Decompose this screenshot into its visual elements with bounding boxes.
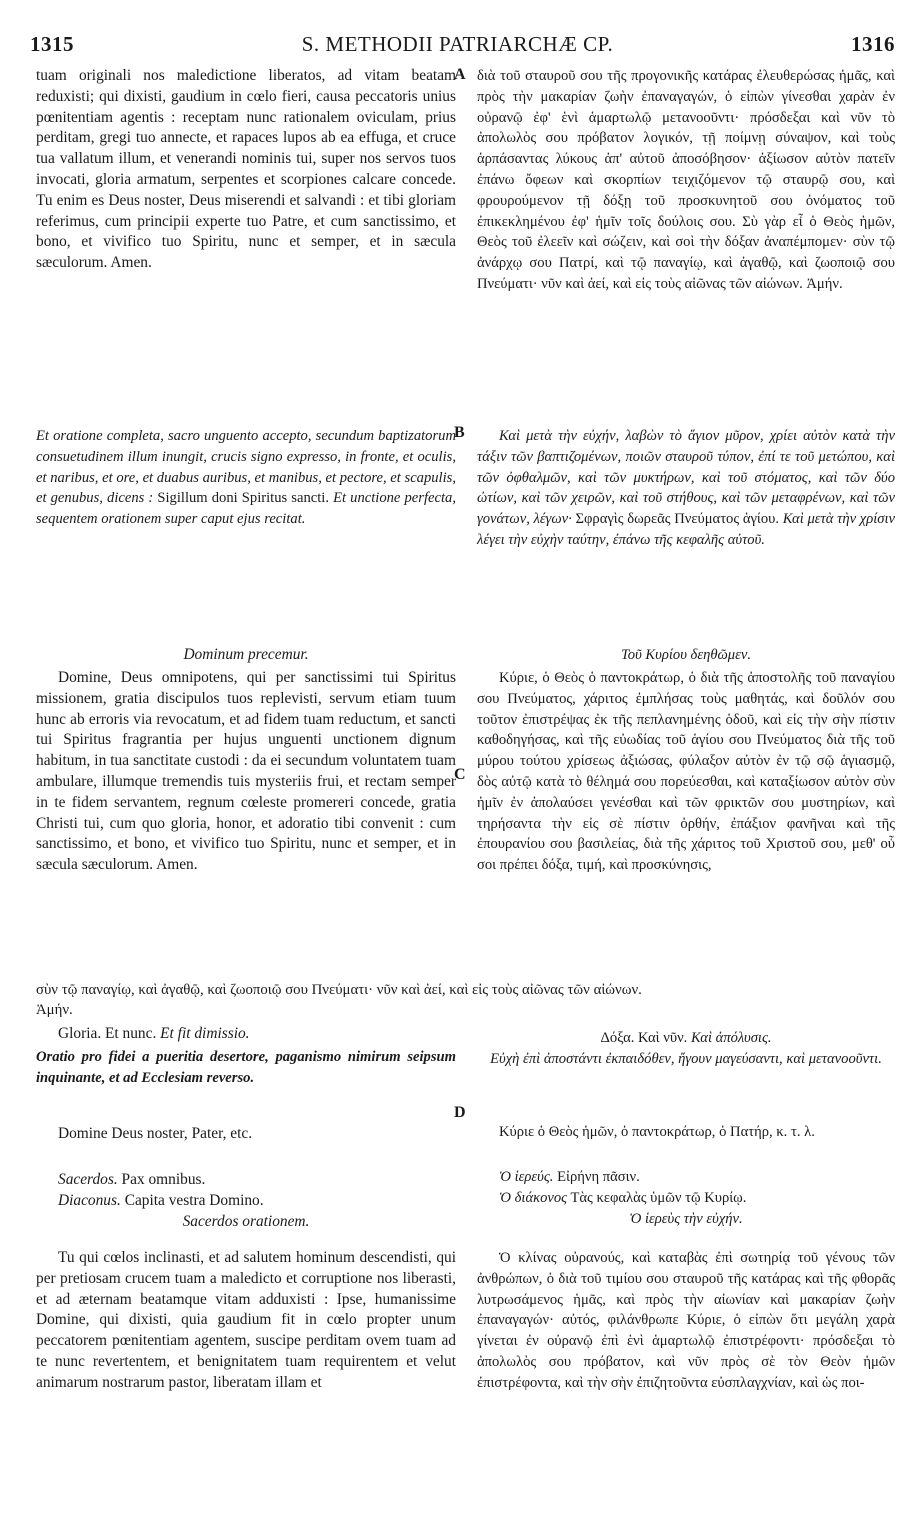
greek-paragraph-2-block: [477, 668, 895, 876]
greek-doxa-a: Δόξα. Καὶ νῦν.: [600, 1030, 691, 1046]
latin-dialogue-block: [36, 1170, 456, 1232]
latin-domine-line: Domine Deus noster, Pater, etc.: [58, 1125, 253, 1142]
latin-sacerdos-text: Pax omnibus.: [117, 1171, 206, 1188]
greek-hiereus-euche: Ὁ ἱερεὺς τὴν εὐχήν.: [629, 1210, 743, 1227]
latin-gloria-block: [36, 1024, 456, 1045]
latin-sacerdos-label: Sacerdos.: [58, 1171, 118, 1188]
latin-paragraph-3: Tu qui cœlos inclinasti, et ad salutem hominum descendisti, qui per pretiosam crucem tuam a maledicto et corruptione nos liberasti, et ad æternam beatamque vitam adduxisti : Ipse, humanissime Domine, qui dixisti, quia gaudium fit in cœlo propter unum peccatorem pœnitentiam agentem, suscipe perditam ovem tuam ad te nunc revertentem, et benignitatem tuam requirentem et velut animarum nostrarum pastor, liberatam illam et: [36, 1249, 456, 1391]
greek-rubric-1-b: Σφραγὶς δωρεᾶς Πνεύματος ἁγίου.: [571, 511, 783, 528]
section-marker-a: A: [454, 66, 466, 83]
greek-paragraph-3: Ὁ κλίνας οὐρανούς, καὶ καταβὰς ἐπὶ σωτηρίᾳ τοῦ γένους τῶν ἀνθρώπων, ὁ διὰ τοῦ τιμίου σου σταυροῦ τῆς κατάρας καὶ τῆς φθορᾶς λυτρωσάμενος ἡμᾶς, καὶ πρὸς τὴν αἰωνίαν καὶ μακαρίαν ζωὴν ἐπαναγαγών· αὐτός, φιλάνθρωπε Κύριε, ὁ εἰπὼν ὅτι μεγάλη χαρὰ γίνεται ἐν οὐρανῷ ἐπὶ ἑνὶ ἁμαρτωλῷ ἐπιστρέφοντι· πρόσδεξαι τὸ ἀπολωλὸς σου πρόβατον, καὶ νῦν πρὸς σὲ τὸν Θεὸν ἡμῶν ἐπιστρέφοντα, καὶ τὴν σὴν ἐπιζητοῦντα εὐσπλαγχνίαν, καὶ ὡς ποι-: [477, 1250, 895, 1391]
greek-diakonos-label: Ὁ διάκονος: [499, 1189, 568, 1206]
page-header: [0, 32, 915, 66]
greek-doxa-b: Καὶ ἀπόλυσις.: [690, 1030, 772, 1046]
latin-paragraph-1-block: [36, 66, 456, 274]
latin-diaconus-label: Diaconus.: [58, 1191, 121, 1209]
latin-rubric-1-c: Et unctione perfecta, sequentem orationem super caput ejus recitat.: [36, 490, 456, 528]
latin-paragraph-1: tuam originali nos maledictione liberatos, ad vitam beatam reduxisti; qui dixisti, gaudium in cœlo fieri, causa peccatoris unius pœnitentiam agentis : receptam nunc rationalem oviculam, prius perditam, gregi tuo annecte, et rapaces lupos ab ea effuga, et cruce tua vallatum illum, et venerandi nominis tui, super nos servos tuos invocati, gloria armatum, serpentes et scorpiones calcare concede. Tu enim es Deus noster, Deus miserendi et salvandi : et tibi gloriam referimus, cum principii experte tuo Patre, et cum sanctissimo, et bono, et vivifico tuo Spiritu, nunc et semper, et in sæcula sæculorum. Amen.: [36, 67, 456, 272]
latin-rubric-1: [36, 426, 456, 530]
greek-paragraph-1-block: [477, 66, 895, 295]
latin-heading-1: Dominum precemur.: [183, 646, 309, 663]
full-width-greek-line: [36, 980, 896, 1020]
greek-diakonos-text: Τὰς κεφαλὰς ὑμῶν τῷ Κυρίῳ.: [567, 1189, 747, 1206]
page-number-right: 1316: [851, 32, 895, 56]
greek-rubric-1-a: Καὶ μετὰ τὴν εὐχήν, λαβὼν τὸ ἅγιον μῦρον, χρίει αὐτὸν κατὰ τὴν τάξιν τῶν βαπτιζομένων, ποιῶν σταυροῦ τύπον, ἐπί τε τοῦ μετώπου, καὶ τῶν ὀφθαλμῶν, καὶ τῶν μυκτήρων, καὶ τοῦ στόματος, καὶ τῶν δύο ὠτίων, καὶ τῶν χειρῶν, καὶ τοῦ στήθους, καὶ τῶν μεταφρένων, καὶ τῶν γονάτων, λέγων·: [477, 428, 895, 528]
latin-diaconus-text: Capita vestra Domino.: [120, 1191, 264, 1209]
latin-paragraph-2: Domine, Deus omnipotens, qui per sanctissimi tui Spiritus missionem, gratia discipulos tuos replevisti, servum etiam tuum hunc ab erroris via revocatum, et ad fidem tuam reductum, et sancti tui Spiritus fragrantia per hujus unguenti unctionem dignum habitum, in tua sanctitate custodi : da ei secundum voluntatem tuam ambulare, illumque tremendis tuis mysteriis frui, et rectam semper in te fidem servantem, regnum cœleste promereri concede, gratia Christi tui, cum quo gloria, honor, et adoratio tibi convenit : cum sanctissimo, et bono, et vivifico tuo Spiritu, nunc et semper, et in sæcula sæculorum. Amen.: [36, 669, 456, 874]
latin-rubric-1-a: Et oratione completa, sacro unguento accepto, secundum baptizatorum consuetudinem illum inungit, crucis signo expresso, in fronte, et oculis, et naribus, et ore, et duabus auribus, et manibus, et pectore, et scapulis, et genubus, dicens :: [36, 428, 456, 507]
greek-paragraph-3-block: [477, 1248, 895, 1394]
latin-gloria-a: Gloria. Et nunc.: [58, 1025, 161, 1042]
greek-doxa-block: [477, 1028, 895, 1070]
greek-heading-1: Τοῦ Κυρίου δεηθῶμεν.: [620, 647, 752, 663]
latin-sacerdos-oration: Sacerdos orationem.: [182, 1212, 310, 1230]
greek-amen: Ἀμήν.: [36, 1002, 73, 1018]
greek-dialogue-block: [477, 1167, 895, 1229]
greek-hiereus-label: Ὁ ἱερεύς.: [499, 1169, 554, 1185]
latin-gloria-b: Et fit dimissio.: [160, 1025, 250, 1042]
greek-hiereus-text: Εἰρήνη πᾶσιν.: [553, 1169, 640, 1185]
latin-heading-1-block: [36, 645, 456, 666]
section-marker-c: C: [454, 766, 466, 783]
greek-rubric-1: [477, 426, 895, 551]
latin-domine-line-block: [36, 1124, 456, 1145]
page-number-left: 1315: [30, 32, 74, 56]
latin-rubric-1-b: Sigillum doni Spiritus sancti.: [153, 490, 334, 507]
latin-oratio-title: Oratio pro fidei a pueritia desertore, paganismo nimirum seipsum inquinante, et ad Ecclesiam reverso.: [36, 1049, 456, 1086]
greek-paragraph-1: διὰ τοῦ σταυροῦ σου τῆς προγονικῆς κατάρας ἐλευθερώσας ἡμᾶς, καὶ πρὸς τὴν μακαρίαν ζωὴν ἐπαναγαγών, ὁ εἰπὼν γίνεσθαι χαρὰν ἐν οὐρανῷ ἐφ' ἑνὶ ἁμαρτωλῷ μετανοοῦντι· πρόσδεξαι καὶ νῦν τὸ ἀπολωλὸς σου πρόβατον λογικόν, τῇ ποίμνῃ σύναψον, καὶ τοὺς ἁρπάσαντας λύκους ἀπ' αὐτοῦ ἀποσόβησον· ἀξίωσον αὐτὸν πατεῖν ἐπάνω ὄφεων καὶ σκορπίων τειχιζόμενον τῷ σταυρῷ σου, καὶ φρουρούμενον τῇ δόξῃ τοῦ προσκυνητοῦ σου ὀνόματος τοῦ ἐπικεκλημένου ἐφ' ἡμῖν τοῖς δούλοις σου. Σὺ γὰρ εἶ ὁ Θεὸς ἡμῶν, Θεὸς τοῦ ἐλεεῖν καὶ σώζειν, καὶ σοὶ τὴν δόξαν ἀναπέμπομεν· σὺν τῷ ἀνάρχῳ σου Πατρί, καὶ τῷ παναγίῳ, καὶ ἀγαθῷ, καὶ ζωοποιῷ σου Πνεύματι· νῦν καὶ ἀεί, καὶ εἰς τοὺς αἰῶνας τῶν αἰώνων. Ἀμήν.: [477, 68, 895, 292]
latin-paragraph-2-block: [36, 668, 456, 876]
greek-euche-title: Εὐχὴ ἐπὶ ἀποστάντι ἐκπαιδόθεν, ἤγουν μαγεύσαντι, καὶ μετανοοῦντι.: [490, 1050, 882, 1067]
section-marker-b: B: [454, 424, 465, 441]
greek-heading-1-block: [477, 645, 895, 666]
greek-paragraph-2: Κύριε, ὁ Θεὸς ὁ παντοκράτωρ, ὁ διὰ τῆς ἀποστολῆς τοῦ παναγίου σου Πνεύματος, χάριτος ἐμπλήσας τοὺς μαθητάς, καὶ δοῦλόν σου τοῦτον ἐπιστρέψας ἐκ τῆς πεπλανημένης ὁδοῦ, καὶ εἰς τὴν σὴν πίστιν καθοδηγήσας, καὶ τῆς εὐωδίας τοῦ ἁγίου σου Πνεύματος διὰ τῆς τοῦ μύρου τούτου χρίσεως ἀξιώσας, φύλαξον αὐτὸν ἐν τῷ σῷ ἁγιασμῷ, δὸς αὐτῷ κατὰ τὸ θέλημά σου πορεύεσθαι, καὶ καταξίωσον αὐτὸν σὺν ἡμῖν ἐν ἀπολαύσει γενέσθαι καὶ τῶν φρικτῶν σου μυστηρίων, καὶ τηρήσαντα τὴν εἰς σὲ πίστιν ὀρθήν, ἐπάξιον φανῆναι καὶ τῆς ἐπουρανίου σου βασιλείας, διὰ τῆς χάριτος τοῦ Χριστοῦ σου, μεθ' οὗ σοι πρέπει δόξα, τιμή, καὶ προσκύνησις,: [477, 670, 895, 874]
running-title: S. METHODII PATRIARCHÆ CP.: [301, 32, 614, 56]
greek-kyrie-line: Κύριε ὁ Θεὸς ἡμῶν, ὁ παντοκράτωρ, ὁ Πατήρ, κ. τ. λ.: [499, 1124, 815, 1140]
latin-paragraph-3-block: [36, 1248, 456, 1394]
latin-oratio-title-block: [36, 1047, 456, 1089]
greek-rubric-1-c: Καὶ μετὰ τὴν χρίσιν λέγει τὴν εὐχὴν ταύτην, ἐπάνω τῆς κεφαλῆς αὐτοῦ.: [477, 511, 895, 548]
greek-kyrie-block: [477, 1122, 895, 1143]
section-marker-d: D: [454, 1104, 466, 1121]
greek-full-line: σὺν τῷ παναγίῳ, καὶ ἀγαθῷ, καὶ ζωοποιῷ σου Πνεύματι· νῦν καὶ ἀεί, καὶ εἰς τοὺς αἰῶνας τῶν αἰώνων.: [36, 982, 642, 998]
